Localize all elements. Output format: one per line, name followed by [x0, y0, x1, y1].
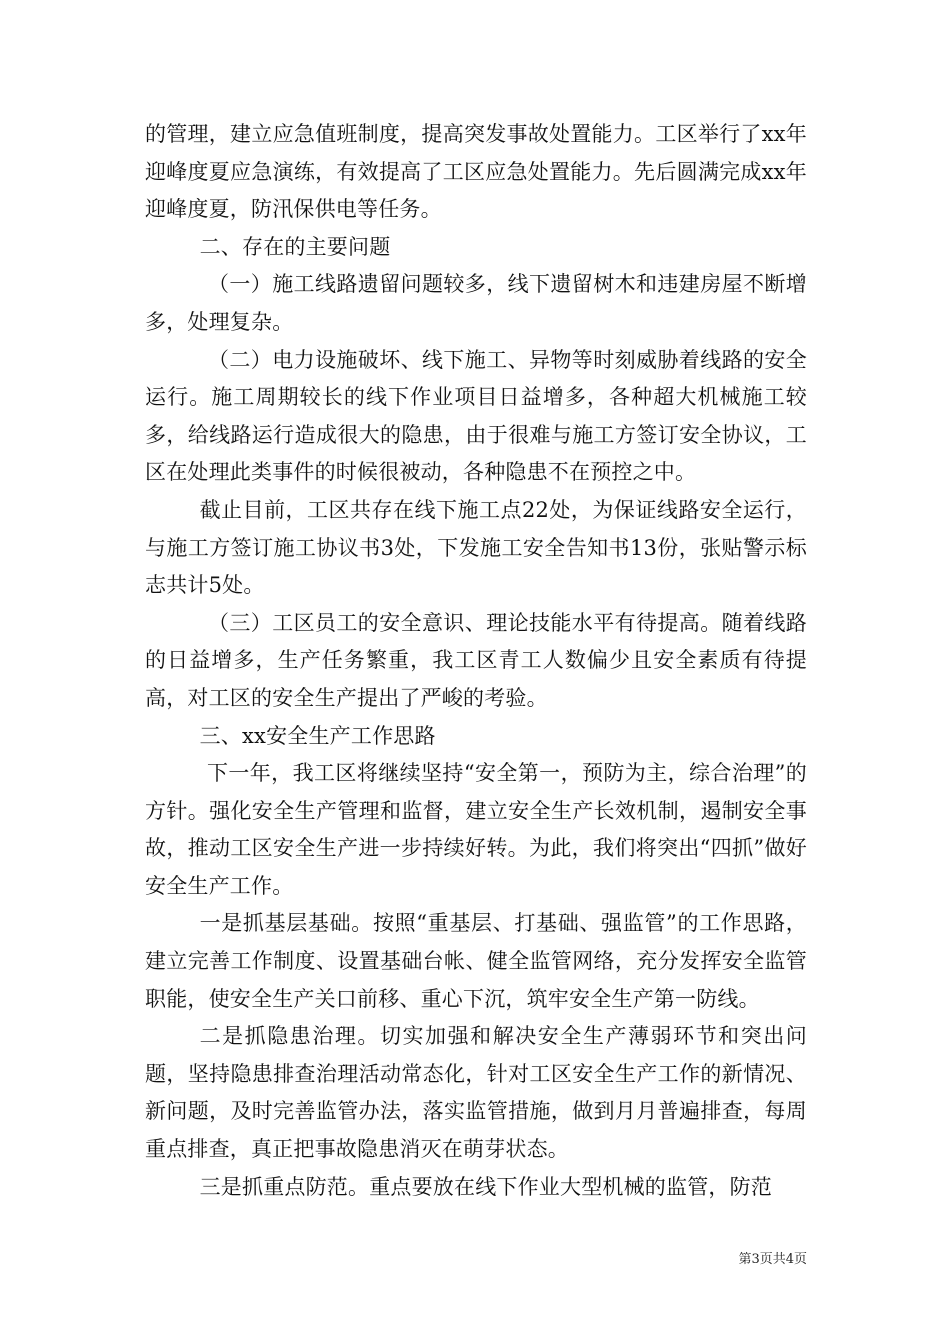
paragraph-problem-2: （二）电力设施破坏、线下施工、异物等时刻威胁着线路的安全运行。施工周期较长的线下作业项目日益增多，各种超大机械施工较多，给线路运行造成很大的隐患，由于很难与施工方签订安全协议，工区在处理此类事件的时候很被动，各种隐患不在预控之中。 [145, 347, 807, 485]
page-number-footer: 第3页共4页 [738, 1252, 807, 1267]
paragraph-intro: 的管理，建立应急值班制度，提高突发事故处置能力。工区举行了xx年迎峰度夏应急演练，有效提高了工区应急处置能力。先后圆满完成xx年迎峰度夏，防汛保供电等任务。 [145, 122, 807, 222]
paragraph-problem-1: （一）施工线路遗留问题较多，线下遗留树木和违建房屋不断增多，处理复杂。 [145, 272, 807, 334]
paragraph-problem-3: （三）工区员工的安全意识、理论技能水平有待提高。随着线路的日益增多，生产任务繁重，我工区青工人数偏少且安全素质有待提高，对工区的安全生产提出了严峻的考验。 [145, 610, 807, 710]
paragraph-construction-stats: 截止目前，工区共存在线下施工点22处，为保证线路安全运行，与施工方签订施工协议书3处，下发施工安全告知书13份，张贴警示标志共计5处。 [145, 497, 807, 598]
paragraph-focus-basics: 一是抓基层基础。按照“重基层、打基础、强监管”的工作思路，建立完善工作制度、设置基础台帐、健全监管网络，充分发挥安全监管职能，使安全生产关口前移、重心下沉，筑牢安全生产第一防线。 [145, 911, 807, 1011]
section-heading-problems: 二、存在的主要问题 [199, 234, 391, 259]
paragraph-next-year: 下一年，我工区将继续坚持“安全第一，预防为主，综合治理”的方针。强化安全生产管理和监督，建立安全生产长效机制，遏制安全事故，推动工区安全生产进一步持续好转。为此，我们将突出“四抓”做好安全生产工作。 [145, 761, 807, 898]
section-heading-plan: 三、xx安全生产工作思路 [199, 723, 436, 748]
paragraph-focus-hazards: 二是抓隐患治理。切实加强和解决安全生产薄弱环节和突出问题，坚持隐患排查治理活动常态化，针对工区安全生产工作的新情况、新问题，及时完善监管办法，落实监管措施，做到月月普遍排查，每周重点排查，真正把事故隐患消灭在萌芽状态。 [145, 1024, 807, 1162]
document-body [145, 116, 807, 1206]
paragraph-focus-prevention: 三是抓重点防范。重点要放在线下作业大型机械的监管，防范 [199, 1174, 772, 1199]
